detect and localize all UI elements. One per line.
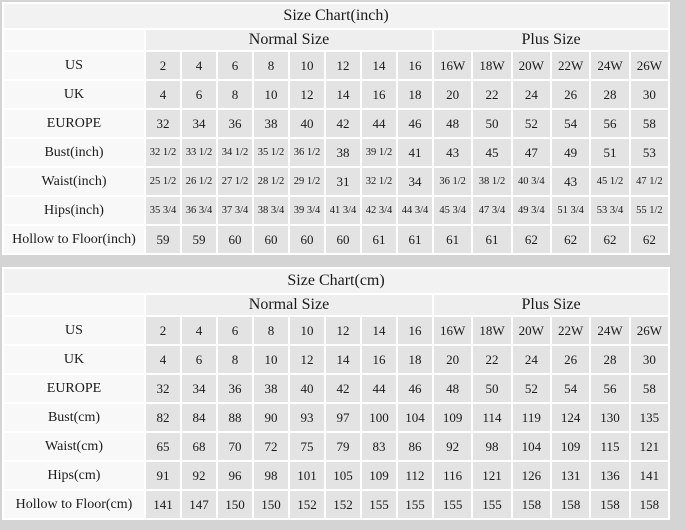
size-cell: 39 1/2: [362, 139, 396, 166]
size-cell: 51: [591, 139, 628, 166]
size-cell: 4: [146, 81, 180, 108]
size-cell: 92: [434, 433, 471, 460]
size-cell: 24: [513, 81, 550, 108]
size-cell: 60: [326, 226, 360, 253]
size-cell: 70: [218, 433, 252, 460]
size-cell: 22: [473, 81, 510, 108]
size-cell: 135: [631, 404, 668, 431]
size-cell: 130: [591, 404, 628, 431]
size-cell: 150: [254, 491, 288, 518]
size-cell: 26: [552, 81, 589, 108]
table-title-row: [4, 4, 668, 28]
size-cell: 6: [218, 52, 252, 79]
size-cell: 26W: [631, 52, 669, 79]
size-cell: 82: [146, 404, 180, 431]
size-cell: 56: [591, 110, 628, 137]
size-cell: 28 1/2: [254, 168, 288, 195]
size-cell: 22W: [552, 52, 589, 79]
size-cell: 32: [146, 110, 180, 137]
size-cell: 105: [326, 462, 360, 489]
size-cell: 41: [398, 139, 432, 166]
size-cell: 54: [552, 110, 589, 137]
size-cell: 44: [362, 375, 396, 402]
size-cell: 83: [362, 433, 396, 460]
size-cell: 61: [434, 226, 471, 253]
size-cell: 150: [218, 491, 252, 518]
size-cell: 43: [434, 139, 471, 166]
size-cell: 56: [591, 375, 628, 402]
size-cell: 126: [513, 462, 550, 489]
size-cell: 131: [552, 462, 589, 489]
size-cell: 90: [254, 404, 288, 431]
table-row-hips-inch: [4, 197, 668, 224]
table-title: Size Chart(inch): [4, 4, 668, 28]
table-row-uk: [4, 81, 668, 108]
row-label: US: [4, 52, 144, 79]
size-cell: 12: [326, 52, 360, 79]
size-cell: 152: [290, 491, 324, 518]
group-header-normal-size: Normal Size: [146, 295, 432, 315]
group-header-plus-size: Plus Size: [434, 295, 668, 315]
size-cell: 8: [218, 81, 252, 108]
size-cell: 16: [362, 81, 396, 108]
size-cell: 61: [362, 226, 396, 253]
size-cell: 12: [290, 346, 324, 373]
size-cell: 75: [290, 433, 324, 460]
row-label: Hollow to Floor(cm): [4, 491, 144, 518]
size-cell: 38: [326, 139, 360, 166]
size-cell: 45: [473, 139, 510, 166]
size-cell: 26: [552, 346, 589, 373]
size-cell: 14: [362, 52, 396, 79]
size-cell: 34: [182, 375, 216, 402]
size-cell: 53: [631, 139, 669, 166]
size-cell: 52: [513, 375, 550, 402]
size-cell: 25 1/2: [146, 168, 180, 195]
size-cell: 101: [290, 462, 324, 489]
table-row-waist-inch: [4, 168, 668, 195]
size-cell: 124: [552, 404, 589, 431]
size-cell: 141: [631, 462, 668, 489]
table-row-europe: [4, 110, 668, 137]
size-cell: 60: [290, 226, 324, 253]
size-cell: 68: [182, 433, 216, 460]
size-cell: 38: [254, 110, 288, 137]
size-cell: 62: [591, 226, 628, 253]
size-cell: 39 3/4: [290, 197, 324, 224]
size-cell: 158: [513, 491, 550, 518]
size-cell: 55 1/2: [631, 197, 669, 224]
size-cell: 32 1/2: [362, 168, 396, 195]
size-cell: 98: [473, 433, 510, 460]
size-cell: 18: [398, 81, 432, 108]
size-cell: 6: [182, 81, 216, 108]
size-cell: 28: [591, 81, 628, 108]
size-cell: 98: [254, 462, 288, 489]
size-cell: 16: [398, 52, 432, 79]
size-cell: 36 3/4: [182, 197, 216, 224]
row-label: EUROPE: [4, 375, 144, 402]
size-cell: 10: [290, 52, 324, 79]
size-cell: 38: [254, 375, 288, 402]
size-cell: 14: [326, 346, 360, 373]
size-cell: 96: [218, 462, 252, 489]
size-cell: 6: [182, 346, 216, 373]
size-cell: 31: [326, 168, 360, 195]
size-cell: 112: [398, 462, 432, 489]
size-cell: 35 1/2: [254, 139, 288, 166]
table-row-hollow-to-floor-inch: [4, 226, 668, 253]
size-cell: 155: [473, 491, 510, 518]
row-label: EUROPE: [4, 110, 144, 137]
size-cell: 121: [631, 433, 668, 460]
size-cell: 49: [552, 139, 589, 166]
size-cell: 92: [182, 462, 216, 489]
size-cell: 58: [631, 110, 669, 137]
size-cell: 4: [146, 346, 180, 373]
size-cell: 16W: [434, 317, 471, 344]
size-cell: 44: [362, 110, 396, 137]
group-header-normal-size: Normal Size: [146, 30, 432, 50]
table-row-us: [4, 317, 668, 344]
size-cell: 43: [552, 168, 589, 195]
size-cell: 8: [218, 346, 252, 373]
size-cell: 32 1/2: [146, 139, 180, 166]
size-cell: 47 1/2: [631, 168, 669, 195]
size-cell: 45 1/2: [591, 168, 628, 195]
size-cell: 44 3/4: [398, 197, 432, 224]
size-cell: 60: [254, 226, 288, 253]
row-label: US: [4, 317, 144, 344]
size-cell: 24W: [591, 52, 628, 79]
size-cell: 45 3/4: [434, 197, 471, 224]
size-cell: 119: [513, 404, 550, 431]
size-cell: 24W: [591, 317, 628, 344]
size-cell: 38 1/2: [473, 168, 510, 195]
size-cell: 59: [182, 226, 216, 253]
group-header-row: [4, 30, 668, 50]
size-cell: 47: [513, 139, 550, 166]
size-cell: 109: [362, 462, 396, 489]
size-cell: 47 3/4: [473, 197, 510, 224]
size-cell: 50: [473, 110, 510, 137]
size-cell: 121: [473, 462, 510, 489]
size-cell: 18W: [473, 317, 510, 344]
size-cell: 20W: [513, 52, 550, 79]
size-cell: 88: [218, 404, 252, 431]
size-cell: 65: [146, 433, 180, 460]
size-cell: 10: [254, 81, 288, 108]
size-cell: 155: [398, 491, 432, 518]
size-cell: 42: [326, 110, 360, 137]
size-cell: 33 1/2: [182, 139, 216, 166]
size-cell: 93: [290, 404, 324, 431]
size-cell: 30: [631, 346, 668, 373]
size-cell: 35 3/4: [146, 197, 180, 224]
row-label: Hollow to Floor(inch): [4, 226, 144, 253]
size-cell: 100: [362, 404, 396, 431]
size-cell: 49 3/4: [513, 197, 550, 224]
size-cell: 158: [552, 491, 589, 518]
size-cell: 14: [326, 81, 360, 108]
group-header-row: [4, 295, 668, 315]
row-label: Hips(cm): [4, 462, 144, 489]
size-cell: 8: [254, 317, 288, 344]
size-cell: 62: [552, 226, 589, 253]
table-row-uk: [4, 346, 668, 373]
group-header-spacer: [4, 30, 144, 50]
table-title: Size Chart(cm): [4, 269, 668, 293]
size-cell: 72: [254, 433, 288, 460]
size-cell: 104: [513, 433, 550, 460]
size-cell: 26 1/2: [182, 168, 216, 195]
size-chart-cm-table: [2, 267, 670, 520]
size-cell: 53 3/4: [591, 197, 628, 224]
table-row-us: [4, 52, 668, 79]
size-cell: 18W: [473, 52, 510, 79]
size-chart-inch-table: [2, 2, 670, 255]
size-cell: 42: [326, 375, 360, 402]
row-label: Hips(inch): [4, 197, 144, 224]
size-cell: 115: [591, 433, 628, 460]
size-cell: 52: [513, 110, 550, 137]
size-cell: 29 1/2: [290, 168, 324, 195]
size-cell: 24: [513, 346, 550, 373]
size-cell: 116: [434, 462, 471, 489]
size-cell: 18: [398, 346, 432, 373]
table-row-hollow-to-floor-cm: [4, 491, 668, 518]
size-cell: 8: [254, 52, 288, 79]
size-cell: 6: [218, 317, 252, 344]
table-row-waist-cm: [4, 433, 668, 460]
row-label: Waist(inch): [4, 168, 144, 195]
size-cell: 40 3/4: [513, 168, 550, 195]
size-cell: 28: [591, 346, 628, 373]
size-cell: 62: [631, 226, 669, 253]
size-cell: 36: [218, 110, 252, 137]
size-cell: 10: [290, 317, 324, 344]
size-cell: 12: [290, 81, 324, 108]
size-cell: 61: [473, 226, 510, 253]
size-cell: 147: [182, 491, 216, 518]
size-cell: 141: [146, 491, 180, 518]
size-cell: 10: [254, 346, 288, 373]
size-cell: 22W: [552, 317, 589, 344]
size-cell: 91: [146, 462, 180, 489]
size-cell: 58: [631, 375, 668, 402]
size-cell: 36 1/2: [290, 139, 324, 166]
table-row-bust-cm: [4, 404, 668, 431]
size-cell: 38 3/4: [254, 197, 288, 224]
size-cell: 59: [146, 226, 180, 253]
table-title-row: [4, 269, 668, 293]
size-cell: 2: [146, 52, 180, 79]
size-cell: 40: [290, 110, 324, 137]
size-cell: 16: [398, 317, 432, 344]
size-cell: 42 3/4: [362, 197, 396, 224]
size-cell: 61: [398, 226, 432, 253]
size-cell: 136: [591, 462, 628, 489]
size-cell: 79: [326, 433, 360, 460]
row-label: Bust(inch): [4, 139, 144, 166]
size-cell: 51 3/4: [552, 197, 589, 224]
size-cell: 155: [362, 491, 396, 518]
size-cell: 16: [362, 346, 396, 373]
size-cell: 34 1/2: [218, 139, 252, 166]
size-cell: 37 3/4: [218, 197, 252, 224]
size-cell: 2: [146, 317, 180, 344]
table-row-bust-inch: [4, 139, 668, 166]
size-cell: 155: [434, 491, 471, 518]
size-cell: 54: [552, 375, 589, 402]
size-cell: 36 1/2: [434, 168, 471, 195]
row-label: Bust(cm): [4, 404, 144, 431]
table-row-hips-cm: [4, 462, 668, 489]
row-label: Waist(cm): [4, 433, 144, 460]
size-cell: 20: [434, 81, 471, 108]
size-cell: 104: [398, 404, 432, 431]
size-cell: 48: [434, 110, 471, 137]
group-header-plus-size: Plus Size: [434, 30, 668, 50]
row-label: UK: [4, 81, 144, 108]
size-cell: 97: [326, 404, 360, 431]
size-cell: 4: [182, 317, 216, 344]
size-cell: 48: [434, 375, 471, 402]
size-cell: 109: [552, 433, 589, 460]
size-cell: 46: [398, 110, 432, 137]
size-cell: 34: [398, 168, 432, 195]
size-cell: 20W: [513, 317, 550, 344]
size-cell: 32: [146, 375, 180, 402]
size-cell: 152: [326, 491, 360, 518]
size-cell: 34: [182, 110, 216, 137]
size-cell: 4: [182, 52, 216, 79]
size-cell: 114: [473, 404, 510, 431]
size-cell: 27 1/2: [218, 168, 252, 195]
size-cell: 40: [290, 375, 324, 402]
size-cell: 22: [473, 346, 510, 373]
size-cell: 20: [434, 346, 471, 373]
size-cell: 109: [434, 404, 471, 431]
table-row-europe: [4, 375, 668, 402]
size-cell: 50: [473, 375, 510, 402]
size-cell: 158: [591, 491, 628, 518]
size-cell: 84: [182, 404, 216, 431]
size-cell: 86: [398, 433, 432, 460]
size-cell: 41 3/4: [326, 197, 360, 224]
size-cell: 12: [326, 317, 360, 344]
size-cell: 30: [631, 81, 669, 108]
size-cell: 60: [218, 226, 252, 253]
size-cell: 14: [362, 317, 396, 344]
size-cell: 158: [631, 491, 668, 518]
size-cell: 16W: [434, 52, 471, 79]
size-cell: 46: [398, 375, 432, 402]
size-cell: 26W: [631, 317, 668, 344]
row-label: UK: [4, 346, 144, 373]
group-header-spacer: [4, 295, 144, 315]
size-cell: 36: [218, 375, 252, 402]
size-cell: 62: [513, 226, 550, 253]
